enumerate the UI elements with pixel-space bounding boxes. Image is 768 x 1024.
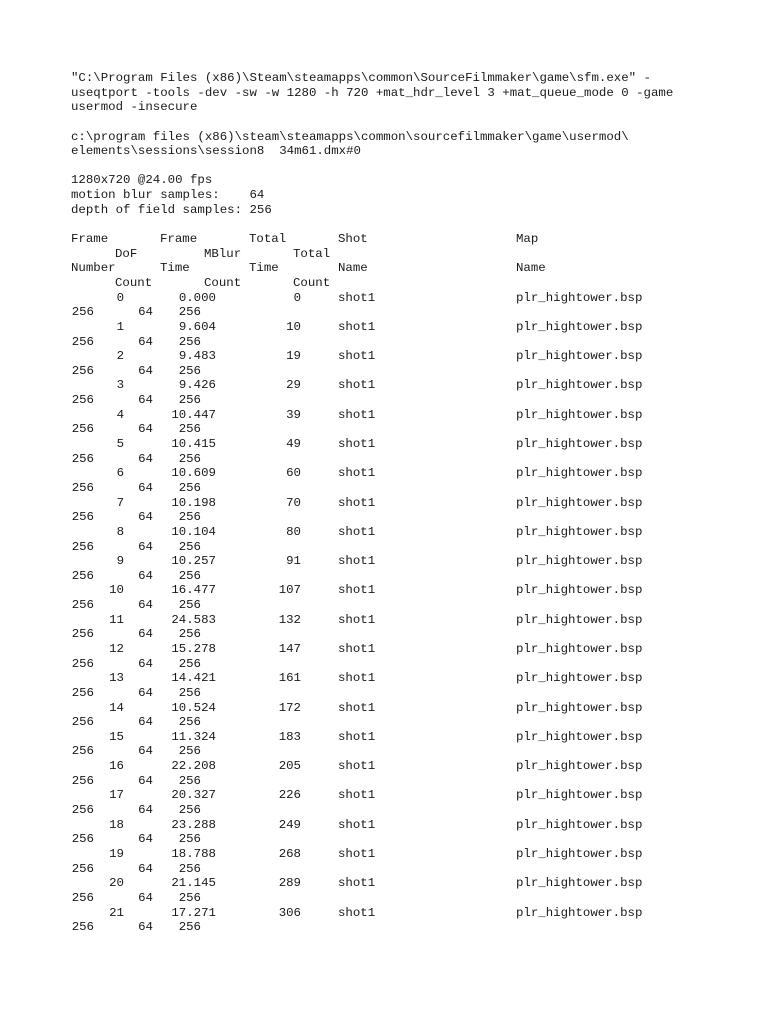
header-mblur: MBlur — [204, 246, 242, 261]
mblur-count-cell: 64 — [138, 393, 153, 408]
frame-number-cell: 13 — [109, 671, 124, 686]
table-row — [71, 642, 711, 671]
frame-time-cell: 11.324 — [171, 729, 216, 744]
table-row-line — [71, 686, 711, 701]
total-count-cell: 256 — [178, 627, 201, 642]
spacer — [71, 159, 711, 174]
table-row — [71, 788, 711, 817]
shot-name-cell: shot1 — [338, 407, 376, 422]
table-row-line — [71, 803, 711, 818]
total-time-cell: 107 — [278, 583, 301, 598]
dof-count-cell: 256 — [71, 744, 94, 759]
header-frame-time: Frame — [160, 232, 198, 247]
table-row-line — [71, 291, 711, 306]
total-count-cell: 256 — [178, 890, 201, 905]
table-row-line — [71, 408, 711, 423]
total-count-cell: 256 — [178, 803, 201, 818]
frame-number-cell: 8 — [116, 524, 124, 539]
total-time-cell: 0 — [293, 290, 301, 305]
total-time-cell: 29 — [286, 378, 301, 393]
table-row — [71, 818, 711, 847]
frame-time-cell: 15.278 — [171, 641, 216, 656]
mblur-count-cell: 64 — [138, 422, 153, 437]
frame-time-cell: 10.257 — [171, 554, 216, 569]
mblur-count-cell: 64 — [138, 920, 153, 935]
total-time-cell: 306 — [278, 905, 301, 920]
table-row-line — [71, 481, 711, 496]
frame-number-cell: 1 — [116, 319, 124, 334]
command-line-block — [71, 71, 711, 115]
header-total-time: Total — [249, 232, 287, 247]
frame-time-cell: 10.524 — [171, 700, 216, 715]
table-row — [71, 437, 711, 466]
table-row — [71, 496, 711, 525]
table-header — [71, 232, 711, 291]
shot-name-cell: shot1 — [338, 612, 376, 627]
table-row — [71, 671, 711, 700]
frame-number-cell: 20 — [109, 876, 124, 891]
total-count-cell: 256 — [178, 334, 201, 349]
total-count-cell: 256 — [178, 568, 201, 583]
mblur-count-cell: 64 — [138, 656, 153, 671]
table-row-line — [71, 759, 711, 774]
table-row-line — [71, 818, 711, 833]
frame-time-cell: 24.583 — [171, 612, 216, 627]
header-shot-name: Name — [338, 261, 368, 276]
mblur-count-cell: 64 — [138, 510, 153, 525]
table-row-line — [71, 335, 711, 350]
frame-time-cell: 9.483 — [178, 349, 216, 364]
dof-count-cell: 256 — [71, 305, 94, 320]
frame-number-cell: 15 — [109, 729, 124, 744]
frame-number-cell: 14 — [109, 700, 124, 715]
table-row-line — [71, 554, 711, 569]
map-name-cell: plr_hightower.bsp — [516, 349, 643, 364]
total-count-cell: 256 — [178, 480, 201, 495]
table-row-line — [71, 715, 711, 730]
command-line: useqtport -tools -dev -sw -w 1280 -h 720 +mat_hdr_level 3 +mat_queue_mode 0 -game — [71, 85, 674, 100]
mblur-count-cell: 64 — [138, 685, 153, 700]
dof-count-cell: 256 — [71, 773, 94, 788]
total-time-cell: 249 — [278, 817, 301, 832]
dof-count-cell: 256 — [71, 803, 94, 818]
total-count-cell: 256 — [178, 539, 201, 554]
frame-time-cell: 20.327 — [171, 788, 216, 803]
dof-count-cell: 256 — [71, 334, 94, 349]
frame-time-cell: 10.415 — [171, 437, 216, 452]
table-row-line — [71, 642, 711, 657]
table-row-line — [71, 598, 711, 613]
total-time-cell: 80 — [286, 524, 301, 539]
dof-count-cell: 256 — [71, 568, 94, 583]
table-row-line — [71, 378, 711, 393]
total-count-cell: 256 — [178, 363, 201, 378]
table-row-line — [71, 422, 711, 437]
total-time-cell: 289 — [278, 876, 301, 891]
total-count-cell: 256 — [178, 685, 201, 700]
frame-time-cell: 14.421 — [171, 671, 216, 686]
map-name-cell: plr_hightower.bsp — [516, 846, 643, 861]
frame-time-cell: 22.208 — [171, 759, 216, 774]
total-count-cell: 256 — [178, 656, 201, 671]
total-count-cell: 256 — [178, 861, 201, 876]
frame-time-cell: 21.145 — [171, 876, 216, 891]
total-time-cell: 183 — [278, 729, 301, 744]
frame-number-cell: 18 — [109, 817, 124, 832]
map-name-cell: plr_hightower.bsp — [516, 671, 643, 686]
total-count-cell: 256 — [178, 773, 201, 788]
header-dof: DoF — [115, 246, 138, 261]
header-frame: Frame — [71, 232, 109, 247]
shot-name-cell: shot1 — [338, 495, 376, 510]
dof-count-cell: 256 — [71, 598, 94, 613]
table-row-line — [71, 876, 711, 891]
header-count: Count — [293, 275, 331, 290]
mblur-count-cell: 64 — [138, 334, 153, 349]
map-name-cell: plr_hightower.bsp — [516, 319, 643, 334]
frame-number-cell: 21 — [109, 905, 124, 920]
document-page — [71, 71, 711, 935]
frame-number-cell: 6 — [116, 466, 124, 481]
table-row — [71, 876, 711, 905]
total-count-cell: 256 — [178, 598, 201, 613]
frame-time-cell: 17.271 — [171, 905, 216, 920]
mblur-count-cell: 64 — [138, 744, 153, 759]
table-row — [71, 554, 711, 583]
dof-count-cell: 256 — [71, 510, 94, 525]
frame-number-cell: 3 — [116, 378, 124, 393]
map-name-cell: plr_hightower.bsp — [516, 817, 643, 832]
frame-time-cell: 10.609 — [171, 466, 216, 481]
frame-number-cell: 2 — [116, 349, 124, 364]
dof-count-cell: 256 — [71, 451, 94, 466]
total-time-cell: 226 — [278, 788, 301, 803]
map-name-cell: plr_hightower.bsp — [516, 876, 643, 891]
dof-count-cell: 256 — [71, 363, 94, 378]
table-row-line — [71, 496, 711, 511]
total-count-cell: 256 — [178, 510, 201, 525]
table-row-line — [71, 862, 711, 877]
total-count-cell: 256 — [178, 715, 201, 730]
session-path-line: elements\sessions\session8 34m61.dmx#0 — [71, 144, 361, 159]
frame-time-cell: 18.788 — [171, 846, 216, 861]
table-row-line — [71, 569, 711, 584]
table-row — [71, 759, 711, 788]
header-count: Count — [204, 275, 242, 290]
total-count-cell: 256 — [178, 920, 201, 935]
shot-name-cell: shot1 — [338, 759, 376, 774]
total-count-cell: 256 — [178, 744, 201, 759]
dof-count-cell: 256 — [71, 861, 94, 876]
shot-name-cell: shot1 — [338, 583, 376, 598]
settings-resolution: 1280x720 @24.00 fps — [71, 173, 213, 188]
table-row-line — [71, 788, 711, 803]
dof-count-cell: 256 — [71, 422, 94, 437]
frame-time-cell: 16.477 — [171, 583, 216, 598]
total-time-cell: 132 — [278, 612, 301, 627]
table-row — [71, 847, 711, 876]
mblur-count-cell: 64 — [138, 715, 153, 730]
table-row-line — [71, 437, 711, 452]
table-row-line — [71, 364, 711, 379]
total-time-cell: 172 — [278, 700, 301, 715]
dof-count-cell: 256 — [71, 656, 94, 671]
mblur-count-cell: 64 — [138, 363, 153, 378]
table-row-line — [71, 466, 711, 481]
map-name-cell: plr_hightower.bsp — [516, 466, 643, 481]
total-time-cell: 147 — [278, 641, 301, 656]
mblur-count-cell: 64 — [138, 890, 153, 905]
mblur-count-cell: 64 — [138, 305, 153, 320]
table-row-line — [71, 583, 711, 598]
header-shot: Shot — [338, 232, 368, 247]
table-row-line — [71, 657, 711, 672]
total-count-cell: 256 — [178, 305, 201, 320]
map-name-cell: plr_hightower.bsp — [516, 759, 643, 774]
mblur-count-cell: 64 — [138, 861, 153, 876]
frame-number-cell: 11 — [109, 612, 124, 627]
table-row-line — [71, 671, 711, 686]
table-row-line — [71, 510, 711, 525]
table-row — [71, 378, 711, 407]
table-row — [71, 408, 711, 437]
table-row — [71, 349, 711, 378]
table-row — [71, 525, 711, 554]
frame-number-cell: 12 — [109, 641, 124, 656]
mblur-count-cell: 64 — [138, 598, 153, 613]
dof-count-cell: 256 — [71, 890, 94, 905]
shot-name-cell: shot1 — [338, 319, 376, 334]
map-name-cell: plr_hightower.bsp — [516, 437, 643, 452]
frame-number-cell: 0 — [116, 290, 124, 305]
dof-count-cell: 256 — [71, 685, 94, 700]
dof-count-cell: 256 — [71, 627, 94, 642]
table-row-line — [71, 832, 711, 847]
header-time: Time — [249, 261, 279, 276]
total-time-cell: 10 — [286, 319, 301, 334]
total-time-cell: 60 — [286, 466, 301, 481]
total-time-cell: 19 — [286, 349, 301, 364]
header-count: Count — [115, 275, 153, 290]
dof-count-cell: 256 — [71, 480, 94, 495]
shot-name-cell: shot1 — [338, 437, 376, 452]
command-line: "C:\Program Files (x86)\Steam\steamapps\common\SourceFilmmaker\game\sfm.exe" - — [71, 71, 651, 85]
frame-time-cell: 10.104 — [171, 524, 216, 539]
table-row-line — [71, 349, 711, 364]
table-row — [71, 730, 711, 759]
shot-name-cell: shot1 — [338, 524, 376, 539]
total-count-cell: 256 — [178, 451, 201, 466]
map-name-cell: plr_hightower.bsp — [516, 905, 643, 920]
frame-number-cell: 19 — [109, 846, 124, 861]
total-time-cell: 91 — [286, 554, 301, 569]
total-time-cell: 39 — [286, 407, 301, 422]
session-path-line: c:\program files (x86)\steam\steamapps\common\sourcefilmmaker\game\usermod\ — [71, 129, 629, 144]
table-row — [71, 291, 711, 320]
table-row-line — [71, 744, 711, 759]
spacer — [71, 115, 711, 130]
shot-name-cell: shot1 — [338, 290, 376, 305]
table-row-line — [71, 774, 711, 789]
total-time-cell: 268 — [278, 846, 301, 861]
shot-name-cell: shot1 — [338, 788, 376, 803]
table-row-line — [71, 613, 711, 628]
header-row — [71, 232, 711, 247]
frame-number-cell: 7 — [116, 495, 124, 510]
shot-name-cell: shot1 — [338, 554, 376, 569]
table-row — [71, 701, 711, 730]
table-row-line — [71, 701, 711, 716]
total-count-cell: 256 — [178, 393, 201, 408]
header-time: Time — [160, 261, 190, 276]
table-row-line — [71, 847, 711, 862]
map-name-cell: plr_hightower.bsp — [516, 612, 643, 627]
session-path-block — [71, 130, 711, 159]
frame-number-cell: 5 — [116, 437, 124, 452]
frame-time-cell: 9.426 — [178, 378, 216, 393]
table-row-line — [71, 627, 711, 642]
table-row-line — [71, 393, 711, 408]
frame-number-cell: 4 — [116, 407, 124, 422]
total-time-cell: 70 — [286, 495, 301, 510]
table-row — [71, 906, 711, 935]
frame-number-cell: 16 — [109, 759, 124, 774]
table-row — [71, 613, 711, 642]
shot-name-cell: shot1 — [338, 817, 376, 832]
table-row-line — [71, 540, 711, 555]
dof-count-cell: 256 — [71, 393, 94, 408]
header-total: Total — [293, 246, 331, 261]
mblur-count-cell: 64 — [138, 568, 153, 583]
map-name-cell: plr_hightower.bsp — [516, 378, 643, 393]
frame-time-cell: 23.288 — [171, 817, 216, 832]
table-row-line — [71, 452, 711, 467]
shot-name-cell: shot1 — [338, 641, 376, 656]
header-row — [71, 276, 711, 291]
map-name-cell: plr_hightower.bsp — [516, 729, 643, 744]
frame-time-cell: 10.447 — [171, 407, 216, 422]
table-row-line — [71, 906, 711, 921]
settings-block — [71, 173, 711, 217]
frame-time-cell: 10.198 — [171, 495, 216, 510]
total-count-cell: 256 — [178, 422, 201, 437]
mblur-count-cell: 64 — [138, 773, 153, 788]
table-row — [71, 583, 711, 612]
map-name-cell: plr_hightower.bsp — [516, 700, 643, 715]
header-map-name: Name — [516, 261, 546, 276]
frame-number-cell: 10 — [109, 583, 124, 598]
table-row-line — [71, 305, 711, 320]
header-row — [71, 247, 711, 262]
map-name-cell: plr_hightower.bsp — [516, 524, 643, 539]
shot-name-cell: shot1 — [338, 729, 376, 744]
map-name-cell: plr_hightower.bsp — [516, 788, 643, 803]
shot-name-cell: shot1 — [338, 466, 376, 481]
map-name-cell: plr_hightower.bsp — [516, 495, 643, 510]
mblur-count-cell: 64 — [138, 627, 153, 642]
shot-name-cell: shot1 — [338, 905, 376, 920]
mblur-count-cell: 64 — [138, 803, 153, 818]
command-line: usermod -insecure — [71, 100, 198, 115]
shot-name-cell: shot1 — [338, 876, 376, 891]
table-body — [71, 291, 711, 935]
map-name-cell: plr_hightower.bsp — [516, 583, 643, 598]
header-map: Map — [516, 232, 539, 247]
map-name-cell: plr_hightower.bsp — [516, 407, 643, 422]
settings-dof: depth of field samples: 256 — [71, 202, 272, 217]
total-time-cell: 205 — [278, 759, 301, 774]
shot-name-cell: shot1 — [338, 846, 376, 861]
frame-time-cell: 9.604 — [178, 319, 216, 334]
mblur-count-cell: 64 — [138, 832, 153, 847]
dof-count-cell: 256 — [71, 920, 94, 935]
dof-count-cell: 256 — [71, 539, 94, 554]
table-row-line — [71, 320, 711, 335]
total-count-cell: 256 — [178, 832, 201, 847]
frame-number-cell: 17 — [109, 788, 124, 803]
frame-time-cell: 0.000 — [178, 290, 216, 305]
mblur-count-cell: 64 — [138, 480, 153, 495]
total-time-cell: 49 — [286, 437, 301, 452]
header-number: Number — [71, 261, 116, 276]
total-time-cell: 161 — [278, 671, 301, 686]
table-row-line — [71, 920, 711, 935]
map-name-cell: plr_hightower.bsp — [516, 554, 643, 569]
shot-name-cell: shot1 — [338, 700, 376, 715]
shot-name-cell: shot1 — [338, 671, 376, 686]
settings-motion-blur: motion blur samples: 64 — [71, 188, 265, 203]
table-row-line — [71, 730, 711, 745]
dof-count-cell: 256 — [71, 832, 94, 847]
map-name-cell: plr_hightower.bsp — [516, 290, 643, 305]
table-row — [71, 466, 711, 495]
map-name-cell: plr_hightower.bsp — [516, 641, 643, 656]
shot-name-cell: shot1 — [338, 378, 376, 393]
table-row-line — [71, 891, 711, 906]
frame-number-cell: 9 — [116, 554, 124, 569]
header-row — [71, 261, 711, 276]
mblur-count-cell: 64 — [138, 451, 153, 466]
mblur-count-cell: 64 — [138, 539, 153, 554]
spacer — [71, 217, 711, 232]
table-row — [71, 320, 711, 349]
shot-name-cell: shot1 — [338, 349, 376, 364]
table-row-line — [71, 525, 711, 540]
dof-count-cell: 256 — [71, 715, 94, 730]
